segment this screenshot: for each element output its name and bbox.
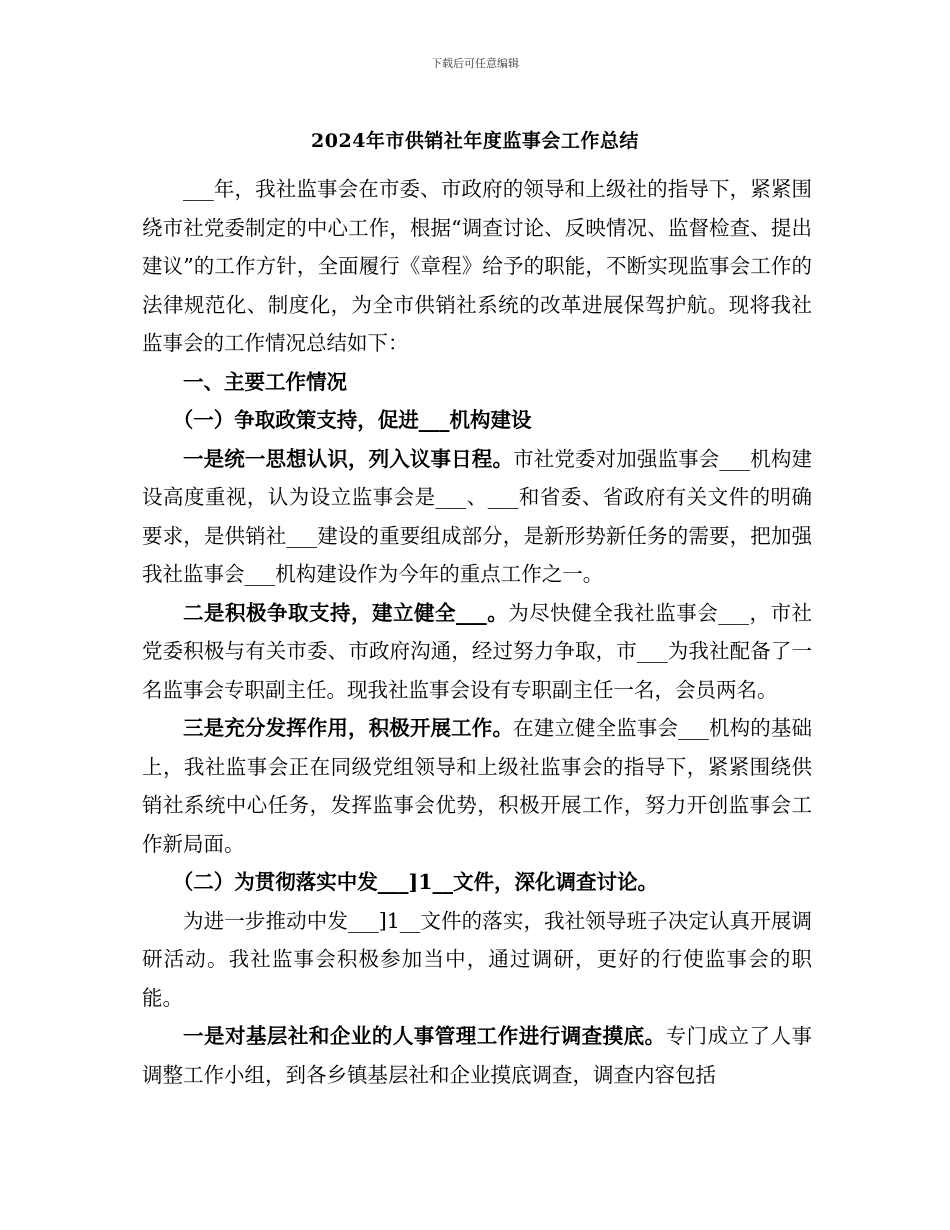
paragraph-text: 为尽快健全我社监事会___，市社党委积极与有关市委、市政府沟通，经过努力争取，市___为我社配备了一名监事会专职副主任。现我社监事会设有专职副主任一名，会员两名。 — [142, 600, 812, 702]
paragraph-body — [142, 902, 812, 1018]
paragraph-text: ___年，我社监事会在市委、市政府的领导和上级社的指导下，紧紧围绕市社党委制定的中心工作，根据“调查讨论、反映情况、监督检查、提出建议”的工作方针，全面履行《章程》给予的职能，不断实现监事会工作的法律规范化、制度化，为全市供销社系统的改革进展保驾护航。现将我社监事会的工作情况总结如下： — [142, 177, 812, 355]
paragraph-point-4 — [142, 1017, 812, 1094]
subsection-heading: （一）争取政策支持，促进___机构建设 — [172, 408, 532, 432]
subsection-heading: （二）为贯彻落实中发___]1__文件，深化调查讨论。 — [172, 870, 658, 894]
section-heading: 一、主要工作情况 — [183, 369, 347, 394]
paragraph-lead: 一是统一思想认识，列入议事日程。 — [183, 446, 514, 471]
document-body — [142, 170, 812, 1094]
paragraph-point-2 — [142, 594, 812, 710]
paragraph-text: 为进一步推动中发___]1__文件的落实，我社领导班子决定认真开展调研活动。我社监事会积极参加当中，通过调研，更好的行使监事会的职能。 — [142, 908, 812, 1010]
paragraph-intro — [142, 170, 812, 363]
paragraph-text: 市社党委对加强监事会___机构建设高度重视，认为设立监事会是___、___和省委、省政府有关文件的明确要求，是供销社___建设的重要组成部分，是新形势新任务的需要，把加强我社监事会___机构建设作为今年的重点工作之一。 — [142, 446, 813, 586]
paragraph-lead: 二是积极争取支持，建立健全___。 — [183, 600, 509, 625]
document-title: 2024年市供销社年度监事会工作总结 — [311, 130, 639, 152]
paragraph-point-3 — [142, 709, 812, 863]
paragraph-text: 在建立健全监事会___机构的基础上，我社监事会正在同级党组领导和上级社监事会的指导下，紧紧围绕供销社系统中心任务，发挥监事会优势，积极开展工作，努力开创监事会工作新局面。 — [142, 716, 813, 856]
page-header: 下载后可任意编辑 — [431, 57, 519, 70]
paragraph-lead: 一是对基层社和企业的人事管理工作进行调查摸底。 — [183, 1024, 666, 1048]
paragraph-point-1 — [142, 440, 812, 594]
paragraph-lead: 三是充分发挥作用，积极开展工作。 — [183, 716, 514, 740]
paragraph-text: 专门成立了人事调整工作小组，到各乡镇基层社和企业摸底调查，调查内容包括 — [142, 1024, 813, 1087]
